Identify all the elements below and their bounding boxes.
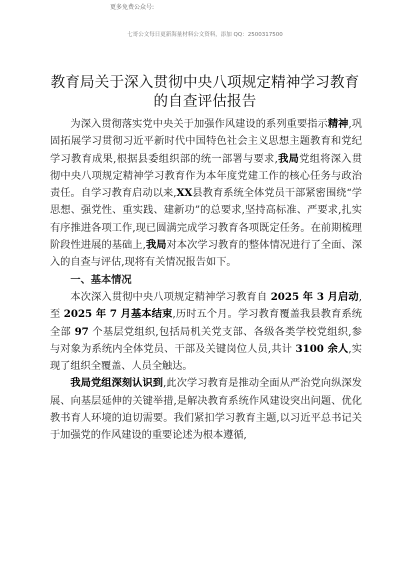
s1-p2-bold: 我局党组深刻认识到 (70, 377, 164, 390)
intro-bold-4: 我局 (145, 239, 167, 252)
section-1-paragraph-1 (50, 289, 362, 375)
document-body (50, 116, 362, 445)
s1-bold-b: 2025 年 3 月启动 (270, 290, 359, 303)
watermark-line: 七哥公文每日更新海量材料公文资料，添加 QQ：2500317500 (127, 32, 283, 38)
intro-text-2: ,巩固拓展学习贯彻习近平新时代中国特色社会主义思想主题教育和党纪学习教育成果,根据县委组织部的统一部署与要求, (50, 119, 363, 165)
s1-bold-f: 97 (74, 325, 89, 338)
s1-text-a: 本次深入贯彻中央八项规定精神学习教育自 (70, 291, 271, 303)
s1-text-i: ,实现了组织全覆盖、人员全触达。 (50, 343, 362, 373)
intro-bold-2: 我局 (277, 152, 300, 165)
intro-text-1: 为深入贯彻落实党中央关于加强作风建设的系列重要指示 (70, 119, 328, 130)
promo-text: 更多免费公众号: (110, 4, 155, 11)
s1-text-e: ,历时五个月。学习教育覆盖我县教育系统全部 (50, 309, 362, 338)
s1-text-c: ,至 (50, 291, 362, 321)
document-title: 教育局关于深入贯彻中央八项规定精神学习教育的自查评估报告 (50, 75, 360, 110)
s1-text-g: 个基层党组织,包括局机关党支部、各级各类学校党组织,参与对象为系统内全体党员、干部及关键岗位人员,共计 (50, 326, 362, 355)
top-banner (0, 0, 410, 14)
section-heading-basic: 一、基本情况 (70, 273, 132, 286)
intro-bold-3: XX (176, 187, 193, 200)
intro-text-4: 县教育系统全体党员干部紧密围绕“学思想、强党性、重实践、建新功”的总要求,坚持高标准、严要求,扎实有序推进各项工作,现已圆满完成学习教育各项既定任务。在前期梳理阶段性进展的基础上, (50, 188, 362, 252)
intro-text-3: 党组将深入贯彻中央八项规定精神学习教育作为本年度党建工作的核心任务与政治责任。自学习教育启动以来, (50, 153, 363, 200)
intro-bold-1: 精神 (327, 118, 349, 130)
s1-p2-text: ,此次学习教育是推动全面从严治党向纵深发展、向基层延伸的关键举措,是解决教育系统作风建设突出问题、优化教书育人环境的迫切需要。我们紧扣学习教育主题,以习近平总书记关于加强党的作风建设的重要论述为根本遵循, (50, 378, 362, 442)
s1-bold-d: 2025 年 7 月基本结束 (63, 308, 173, 321)
intro-paragraph (50, 116, 362, 272)
section-1-paragraph-2 (50, 375, 362, 444)
intro-text-5: 对本次学习教育的整体情况进行了全面、深入的自查与评估,现将有关情况报告如下。 (50, 240, 362, 269)
s1-bold-h: 3100 余人 (295, 342, 349, 355)
